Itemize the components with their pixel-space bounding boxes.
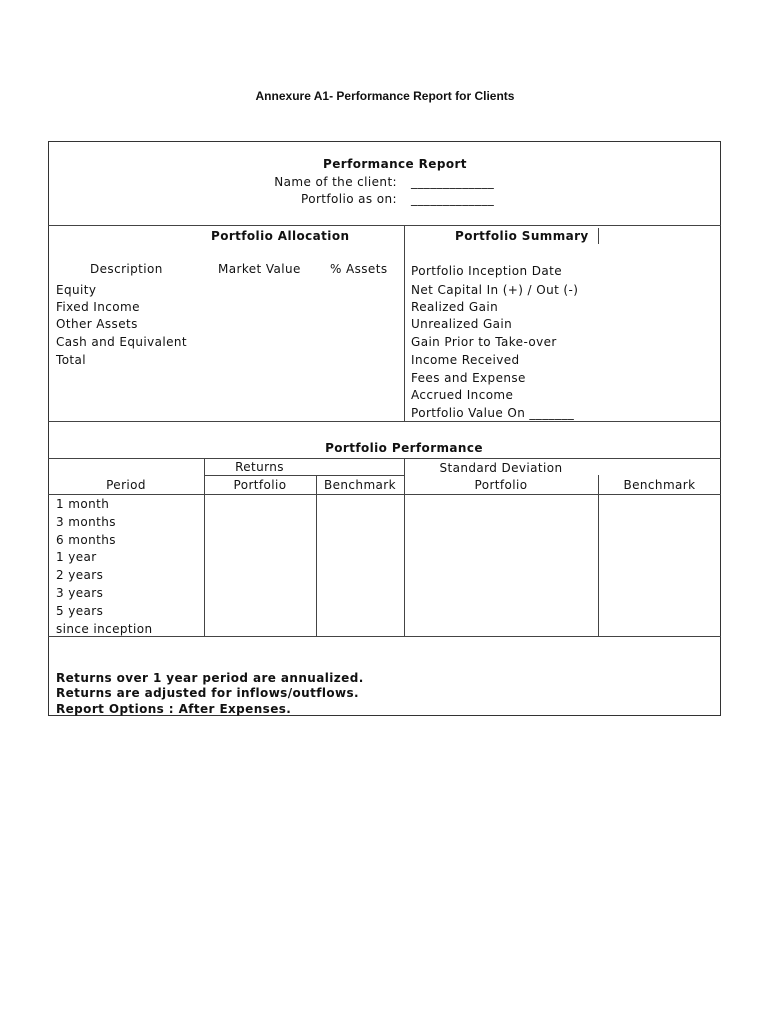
allocation-col-market-value: Market Value	[218, 262, 301, 276]
col-header-period: Period	[106, 478, 146, 492]
portfolio-date-value: _____________	[411, 192, 495, 206]
divider-performance	[48, 421, 721, 422]
summary-item: Accrued Income	[411, 388, 514, 402]
allocation-row: Equity	[56, 283, 97, 297]
divider-table-bottom	[48, 636, 721, 637]
period-row: 1 year	[56, 550, 97, 564]
summary-item: Portfolio Value On _______	[411, 406, 575, 420]
col-header-stddev-portfolio: Portfolio	[474, 478, 528, 492]
col-header-stddev-benchmark: Benchmark	[623, 478, 696, 492]
performance-heading: Portfolio Performance	[325, 441, 483, 455]
col-divider-returns-portfolio	[316, 475, 317, 636]
col-header-returns-portfolio: Portfolio	[233, 478, 287, 492]
client-name-label: Name of the client:	[274, 175, 397, 189]
summary-item: Income Received	[411, 353, 520, 367]
divider-subheading	[204, 475, 404, 476]
col-header-returns-benchmark: Benchmark	[324, 478, 396, 492]
allocation-col-description: Description	[90, 262, 163, 276]
returns-label: Returns	[235, 460, 284, 474]
allocation-col-assets-pct: % Assets	[330, 262, 388, 276]
period-row: 2 years	[56, 568, 104, 582]
summary-item: Realized Gain	[411, 300, 499, 314]
period-row: 5 years	[56, 604, 104, 618]
portfolio-date-label: Portfolio as on:	[301, 192, 397, 206]
period-row: 3 months	[56, 515, 116, 529]
stddev-label: Standard Deviation	[439, 461, 563, 475]
summary-item: Unrealized Gain	[411, 317, 513, 331]
note-annualized: Returns over 1 year period are annualized.	[56, 671, 364, 685]
document-title: Annexure A1- Performance Report for Clients	[255, 89, 515, 103]
allocation-row: Other Assets	[56, 317, 138, 331]
summary-heading-tick	[598, 228, 599, 244]
divider-perf-heading	[48, 458, 721, 459]
summary-heading: Portfolio Summary	[455, 229, 589, 243]
divider-allocation-summary	[404, 225, 405, 421]
allocation-row: Total	[56, 353, 87, 367]
allocation-row: Cash and Equivalent	[56, 335, 188, 349]
allocation-row: Fixed Income	[56, 300, 140, 314]
divider-header	[48, 225, 721, 226]
summary-item: Portfolio Inception Date	[411, 264, 563, 278]
summary-item: Net Capital In (+) / Out (-)	[411, 283, 579, 297]
divider-column-headers	[48, 494, 721, 495]
client-name-value: _____________	[411, 175, 495, 189]
period-row: 3 years	[56, 586, 104, 600]
note-report-options: Report Options : After Expenses.	[56, 702, 292, 716]
summary-item: Fees and Expense	[411, 371, 526, 385]
report-title: Performance Report	[323, 157, 467, 171]
col-divider-stddev-portfolio	[598, 475, 599, 636]
period-row: 6 months	[56, 533, 116, 547]
summary-item: Gain Prior to Take-over	[411, 335, 557, 349]
period-row: 1 month	[56, 497, 110, 511]
allocation-heading: Portfolio Allocation	[211, 229, 350, 243]
note-adjusted: Returns are adjusted for inflows/outflows.	[56, 686, 359, 700]
period-row: since inception	[56, 622, 153, 636]
